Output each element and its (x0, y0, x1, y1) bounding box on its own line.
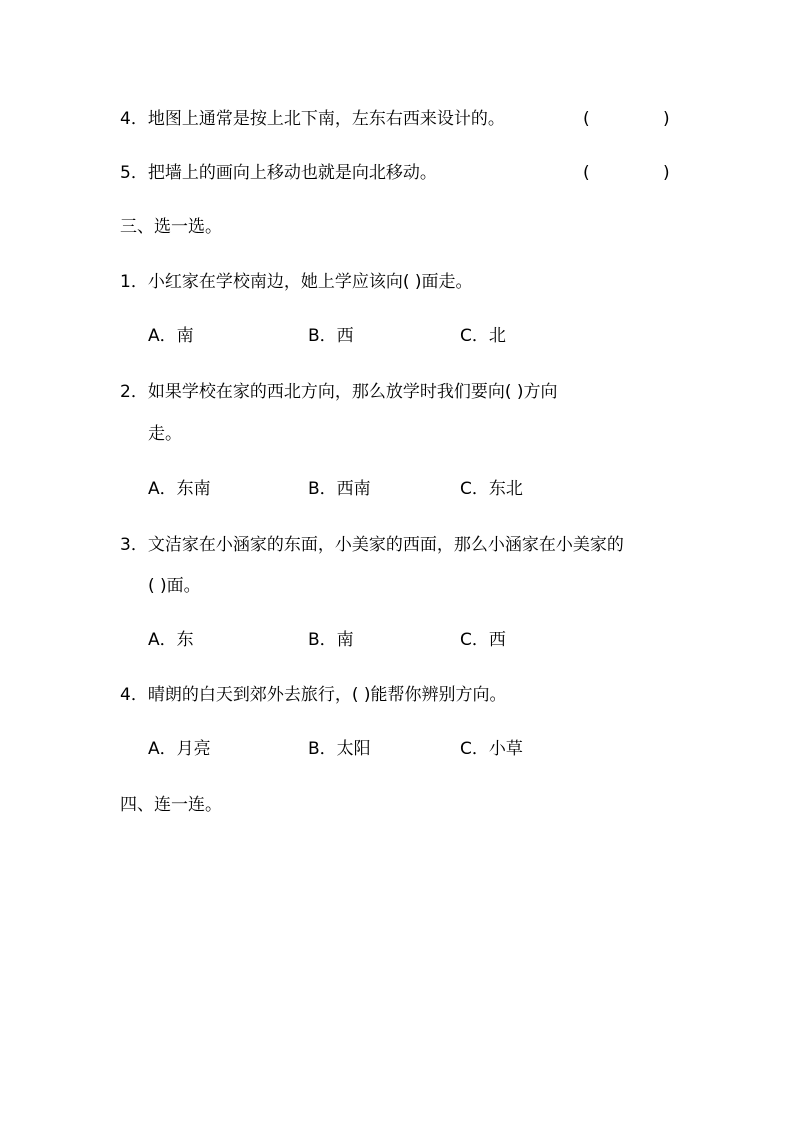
option-a: A．南 (148, 326, 194, 346)
option-c: C．东北 (460, 479, 523, 499)
choice-question-1: 1．小红家在学校南边，她上学应该向( )面走。 (120, 272, 473, 292)
choice-question-2: 2．如果学校在家的西北方向，那么放学时我们要向( )方向 (120, 382, 558, 402)
judge-question-4: 4．地图上通常是按上北下南，左东右西来设计的。 (120, 109, 505, 129)
choice-question-4: 4．晴朗的白天到郊外去旅行，( )能帮你辨别方向。 (120, 685, 507, 705)
option-c: C．小草 (460, 739, 523, 759)
option-b: B．南 (308, 630, 354, 650)
section-heading-choose: 三、选一选。 (120, 217, 222, 237)
judge-question-5: 5．把墙上的画向上移动也就是向北移动。 (120, 163, 437, 183)
option-b: B．西 (308, 326, 354, 346)
option-b: B．西南 (308, 479, 371, 499)
choice-question-2-continued: 走。 (148, 424, 182, 444)
answer-paren-open: ( (583, 109, 590, 129)
option-b: B．太阳 (308, 739, 371, 759)
option-c: C．西 (460, 630, 506, 650)
option-a: A．东南 (148, 479, 211, 499)
option-a: A．月亮 (148, 739, 211, 759)
answer-paren-close: ) (663, 109, 670, 129)
choice-question-3: 3．文洁家在小涵家的东面，小美家的西面，那么小涵家在小美家的 (120, 535, 624, 555)
section-heading-connect: 四、连一连。 (120, 795, 222, 815)
answer-paren-close: ) (663, 163, 670, 183)
option-a: A．东 (148, 630, 194, 650)
choice-question-3-continued: ( )面。 (148, 576, 201, 596)
option-c: C．北 (460, 326, 506, 346)
answer-paren-open: ( (583, 163, 590, 183)
